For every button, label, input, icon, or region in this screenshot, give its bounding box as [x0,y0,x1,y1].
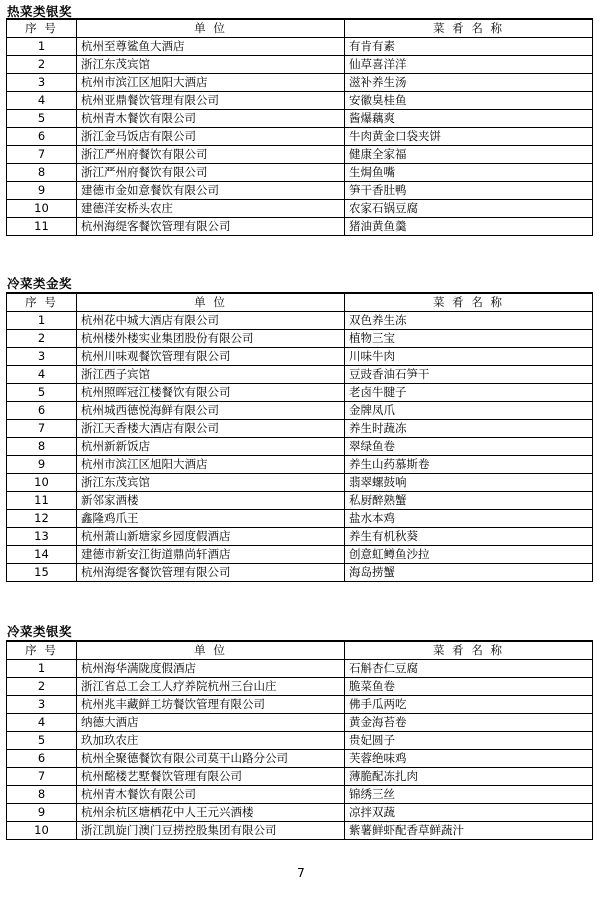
table-row [7,678,593,696]
unit-name: 杭州海缇客餐饮管理有限公司 [77,564,345,582]
dish-name: 生焗鱼嘴 [345,164,593,182]
dish-name: 健康全家福 [345,146,593,164]
dish-name: 养生时蔬冻 [345,420,593,438]
dish-name: 创意虹鳟鱼沙拉 [345,546,593,564]
unit-name: 浙江东茂宾馆 [77,56,345,74]
row-number: 5 [7,110,77,128]
row-number: 1 [7,38,77,56]
table-row [7,714,593,732]
unit-name: 杭州酩楼艺墅餐饮管理有限公司 [77,768,345,786]
dish-name: 私厨醉熟蟹 [345,492,593,510]
row-number: 6 [7,402,77,420]
table-row [7,546,593,564]
table-row [7,330,593,348]
section-title-hot-silver: 热菜类银奖 [7,4,73,19]
table-row [7,402,593,420]
header-dish: 菜 肴 名 称 [345,19,593,38]
unit-name: 浙江西子宾馆 [77,366,345,384]
dish-name: 石斛杏仁豆腐 [345,660,593,678]
unit-name: 杭州城西德悦海鲜有限公司 [77,402,345,420]
table-row [7,312,593,330]
unit-name: 浙江严州府餐饮有限公司 [77,164,345,182]
dish-name: 金牌凤爪 [345,402,593,420]
unit-name: 纳德大酒店 [77,714,345,732]
table-header-row [7,19,593,38]
unit-name: 浙江天香楼大酒店有限公司 [77,420,345,438]
unit-name: 杭州楼外楼实业集团股份有限公司 [77,330,345,348]
unit-name: 玖加玖农庄 [77,732,345,750]
dish-name: 养生有机秋葵 [345,528,593,546]
dish-name: 牛肉黄金口袋夹饼 [345,128,593,146]
header-no: 序 号 [7,293,77,312]
unit-name: 杭州新新饭店 [77,438,345,456]
unit-name: 浙江东茂宾馆 [77,474,345,492]
table-row [7,384,593,402]
unit-name: 杭州青木餐饮有限公司 [77,786,345,804]
table-row [7,164,593,182]
dish-name: 海岛捞蟹 [345,564,593,582]
row-number: 7 [7,768,77,786]
header-unit: 单 位 [77,19,345,38]
unit-name: 杭州川味观餐饮管理有限公司 [77,348,345,366]
dish-name: 猪油黄鱼羹 [345,218,593,236]
row-number: 6 [7,750,77,768]
table-row [7,732,593,750]
row-number: 9 [7,456,77,474]
table-row [7,696,593,714]
header-no: 序 号 [7,641,77,660]
row-number: 9 [7,804,77,822]
table-row [7,750,593,768]
table-row [7,804,593,822]
row-number: 4 [7,714,77,732]
section-title-cold-gold: 冷菜类金奖 [7,276,73,291]
dish-name: 笋干香肚鸭 [345,182,593,200]
row-number: 3 [7,348,77,366]
section-title-cold-silver: 冷菜类银奖 [7,624,73,639]
unit-name: 杭州兆丰藏鲜工坊餐饮管理有限公司 [77,696,345,714]
table-header-row [7,293,593,312]
row-number: 8 [7,438,77,456]
row-number: 12 [7,510,77,528]
unit-name: 杭州海缇客餐饮管理有限公司 [77,218,345,236]
row-number: 15 [7,564,77,582]
row-number: 11 [7,492,77,510]
dish-name: 仙草喜洋洋 [345,56,593,74]
header-dish: 菜 肴 名 称 [345,641,593,660]
dish-name: 薄脆配冻扎肉 [345,768,593,786]
row-number: 6 [7,128,77,146]
award-table-cold-silver [6,640,593,840]
table-row [7,768,593,786]
dish-name: 双色养生冻 [345,312,593,330]
row-number: 7 [7,420,77,438]
unit-name: 杭州花中城大酒店有限公司 [77,312,345,330]
table-row [7,564,593,582]
dish-name: 佛手瓜两吃 [345,696,593,714]
unit-name: 杭州全聚德餐饮有限公司莫干山路分公司 [77,750,345,768]
row-number: 4 [7,366,77,384]
row-number: 4 [7,92,77,110]
unit-name: 杭州市滨江区旭阳大酒店 [77,74,345,92]
dish-name: 凉拌双蔬 [345,804,593,822]
dish-name: 黄金海苔卷 [345,714,593,732]
dish-name: 养生山药慕斯卷 [345,456,593,474]
row-number: 8 [7,786,77,804]
table-row [7,366,593,384]
table-row [7,420,593,438]
unit-name: 浙江凯旋门澳门豆捞控股集团有限公司 [77,822,345,840]
dish-name: 芙蓉绝味鸡 [345,750,593,768]
table-row [7,110,593,128]
table-header-row [7,641,593,660]
unit-name: 浙江省总工会工人疗养院杭州三台山庄 [77,678,345,696]
unit-name: 杭州海华满陇度假酒店 [77,660,345,678]
table-row [7,218,593,236]
page-number: 7 [297,866,305,880]
dish-name: 农家石锅豆腐 [345,200,593,218]
table-row [7,56,593,74]
row-number: 3 [7,74,77,92]
dish-name: 翡翠螺鼓响 [345,474,593,492]
award-table-cold-gold [6,292,593,582]
unit-name: 新邻家酒楼 [77,492,345,510]
row-number: 13 [7,528,77,546]
row-number: 5 [7,384,77,402]
table-row [7,822,593,840]
dish-name: 老卤牛腱子 [345,384,593,402]
dish-name: 锦绣三丝 [345,786,593,804]
row-number: 8 [7,164,77,182]
row-number: 14 [7,546,77,564]
award-table-hot-silver [6,18,593,236]
table-row [7,182,593,200]
table-row [7,38,593,56]
header-no: 序 号 [7,19,77,38]
row-number: 10 [7,822,77,840]
unit-name: 建德市金如意餐饮有限公司 [77,182,345,200]
unit-name: 杭州萧山新塘家乡园度假酒店 [77,528,345,546]
dish-name: 紫薯鲜虾配香草鲜蔬汁 [345,822,593,840]
dish-name: 滋补养生汤 [345,74,593,92]
table-row [7,74,593,92]
unit-name: 浙江金马饭店有限公司 [77,128,345,146]
row-number: 10 [7,200,77,218]
row-number: 3 [7,696,77,714]
row-number: 11 [7,218,77,236]
table-row [7,92,593,110]
header-unit: 单 位 [77,641,345,660]
dish-name: 川味牛肉 [345,348,593,366]
row-number: 5 [7,732,77,750]
dish-name: 盐水本鸡 [345,510,593,528]
table-row [7,528,593,546]
row-number: 1 [7,312,77,330]
unit-name: 鑫隆鸡爪王 [77,510,345,528]
table-row [7,492,593,510]
table-row [7,510,593,528]
unit-name: 建德洋安桥头农庄 [77,200,345,218]
table-row [7,786,593,804]
dish-name: 脆菜鱼卷 [345,678,593,696]
dish-name: 豆豉香油石笋干 [345,366,593,384]
dish-name: 有肯有素 [345,38,593,56]
table-row [7,200,593,218]
dish-name: 贵妃圆子 [345,732,593,750]
header-unit: 单 位 [77,293,345,312]
unit-name: 建德市新安江街道鼎尚轩酒店 [77,546,345,564]
dish-name: 酱爆藕爽 [345,110,593,128]
header-dish: 菜 肴 名 称 [345,293,593,312]
row-number: 9 [7,182,77,200]
dish-name: 植物三宝 [345,330,593,348]
unit-name: 浙江严州府餐饮有限公司 [77,146,345,164]
row-number: 10 [7,474,77,492]
row-number: 2 [7,56,77,74]
row-number: 2 [7,330,77,348]
unit-name: 杭州市滨江区旭阳大酒店 [77,456,345,474]
table-row [7,456,593,474]
row-number: 7 [7,146,77,164]
table-row [7,660,593,678]
dish-name: 翠绿鱼卷 [345,438,593,456]
table-row [7,474,593,492]
unit-name: 杭州青木餐饮有限公司 [77,110,345,128]
dish-name: 安徽臭桂鱼 [345,92,593,110]
row-number: 2 [7,678,77,696]
unit-name: 杭州余杭区塘栖花中人王元兴酒楼 [77,804,345,822]
table-row [7,438,593,456]
unit-name: 杭州至尊鲨鱼大酒店 [77,38,345,56]
table-row [7,128,593,146]
table-row [7,146,593,164]
unit-name: 杭州照晖冠江楼餐饮有限公司 [77,384,345,402]
unit-name: 杭州亚鼎餐饮管理有限公司 [77,92,345,110]
row-number: 1 [7,660,77,678]
table-row [7,348,593,366]
